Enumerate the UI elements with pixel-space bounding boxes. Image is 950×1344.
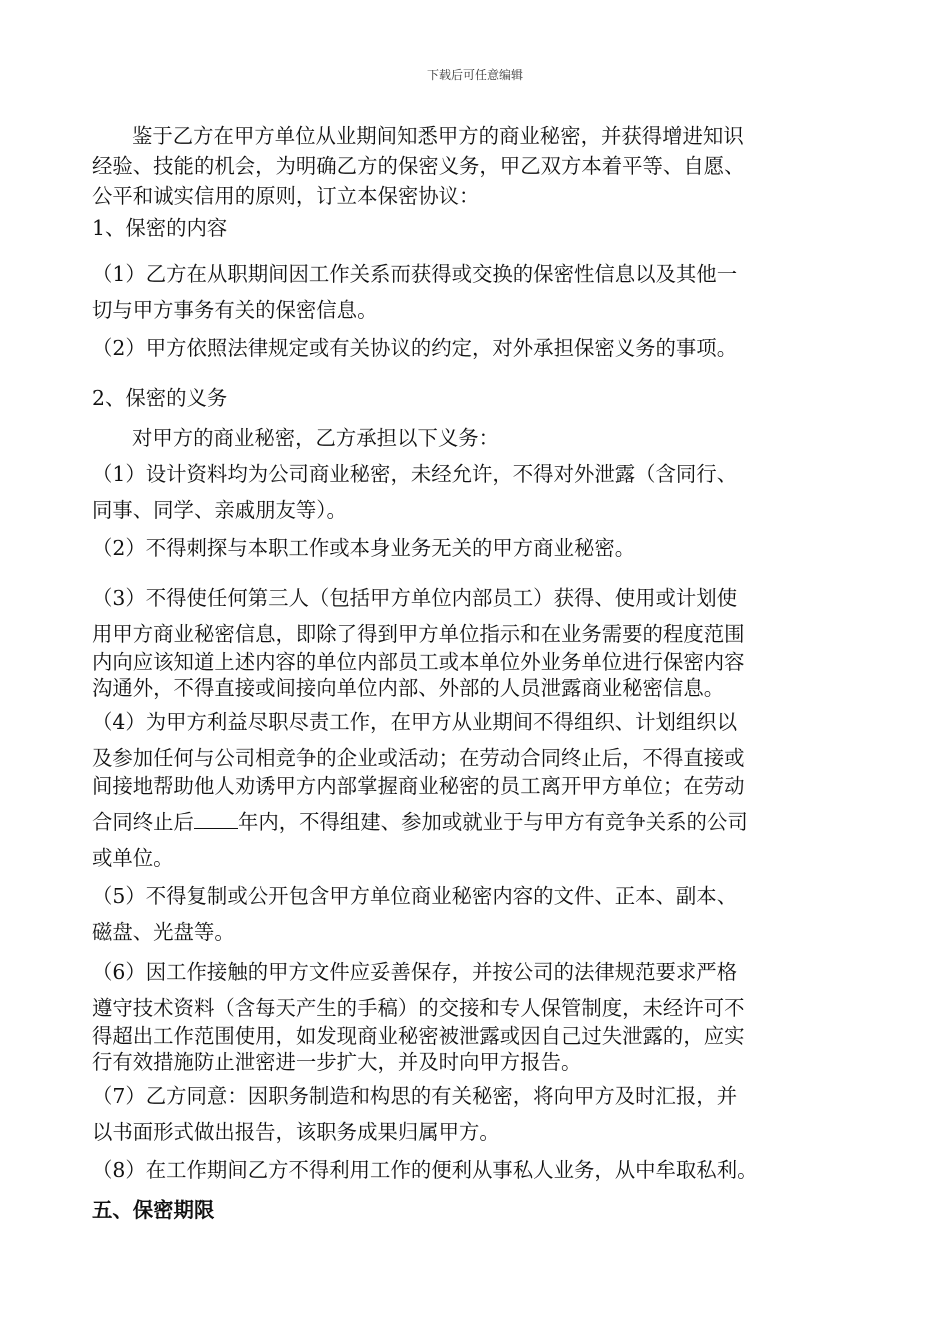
paragraph-line: 间接地帮助他人劝诱甲方内部掌握商业秘密的员工离开甲方单位；在劳动 (92, 774, 745, 798)
paragraph-line: 同事、同学、亲戚朋友等）。 (92, 498, 347, 522)
paragraph-line: 用甲方商业秘密信息，即除了得到甲方单位指示和在业务需要的程度范围 (92, 622, 745, 646)
fill-in-blank (194, 810, 238, 829)
text-segment: 合同终止后 (92, 810, 194, 834)
paragraph-line: 得超出工作范围使用，如发现商业秘密被泄露或因自己过失泄露的，应实 (92, 1024, 745, 1048)
paragraph-line: 鉴于乙方在甲方单位从业期间知悉甲方的商业秘密，并获得增进知识 (132, 124, 744, 148)
paragraph-line: （1）乙方在从职期间因工作关系而获得或交换的保密性信息以及其他一 (92, 262, 738, 286)
text-segment: 年内，不得组建、参加或就业于与甲方有竞争关系的公司 (237, 810, 748, 834)
paragraph-line: （2）不得刺探与本职工作或本身业务无关的甲方商业秘密。 (92, 536, 636, 560)
paragraph-line: （3）不得使任何第三人（包括甲方单位内部员工）获得、使用或计划使 (92, 586, 738, 610)
paragraph-line: （6）因工作接触的甲方文件应妥善保存，并按公司的法律规范要求严格 (92, 960, 738, 984)
paragraph-line: 经验、技能的机会，为明确乙方的保密义务，甲乙双方本着平等、自愿、 (92, 154, 745, 178)
paragraph-line (92, 808, 748, 836)
section-heading: 五、保密期限 (92, 1198, 215, 1222)
paragraph-line: 公平和诚实信用的原则，订立本保密协议： (92, 184, 480, 208)
section-heading: 1、保密的内容 (92, 216, 228, 240)
paragraph-line: 内向应该知道上述内容的单位内部员工或本单位外业务单位进行保密内容 (92, 650, 745, 674)
paragraph-line: 沟通外，不得直接或间接向单位内部、外部的人员泄露商业秘密信息。 (92, 676, 725, 700)
paragraph-line: 或单位。 (92, 846, 174, 870)
paragraph-line: （7）乙方同意：因职务制造和构思的有关秘密，将向甲方及时汇报，并 (92, 1084, 738, 1108)
paragraph-line: 切与甲方事务有关的保密信息。 (92, 298, 378, 322)
paragraph-line: （2）甲方依照法律规定或有关协议的约定，对外承担保密义务的事项。 (92, 336, 738, 360)
paragraph-line: 对甲方的商业秘密，乙方承担以下义务： (132, 426, 500, 450)
paragraph-line: 及参加任何与公司相竞争的企业或活动；在劳动合同终止后，不得直接或 (92, 746, 745, 770)
paragraph-line: （8）在工作期间乙方不得利用工作的便利从事私人业务，从中牟取私利。 (92, 1158, 758, 1182)
page-header: 下载后可任意编辑 (426, 68, 523, 82)
paragraph-line: （5）不得复制或公开包含甲方单位商业秘密内容的文件、正本、副本、 (92, 884, 738, 908)
section-heading: 2、保密的义务 (92, 386, 228, 410)
paragraph-line: 以书面形式做出报告，该职务成果归属甲方。 (92, 1120, 500, 1144)
paragraph-line: （4）为甲方利益尽职尽责工作，在甲方从业期间不得组织、计划组织以 (92, 710, 738, 734)
paragraph-line: 行有效措施防止泄密进一步扩大，并及时向甲方报告。 (92, 1050, 582, 1074)
paragraph-line: 遵守技术资料（含每天产生的手稿）的交接和专人保管制度，未经许可不 (92, 996, 745, 1020)
paragraph-line: 磁盘、光盘等。 (92, 920, 235, 944)
paragraph-line: （1）设计资料均为公司商业秘密，未经允许，不得对外泄露（含同行、 (92, 462, 738, 486)
